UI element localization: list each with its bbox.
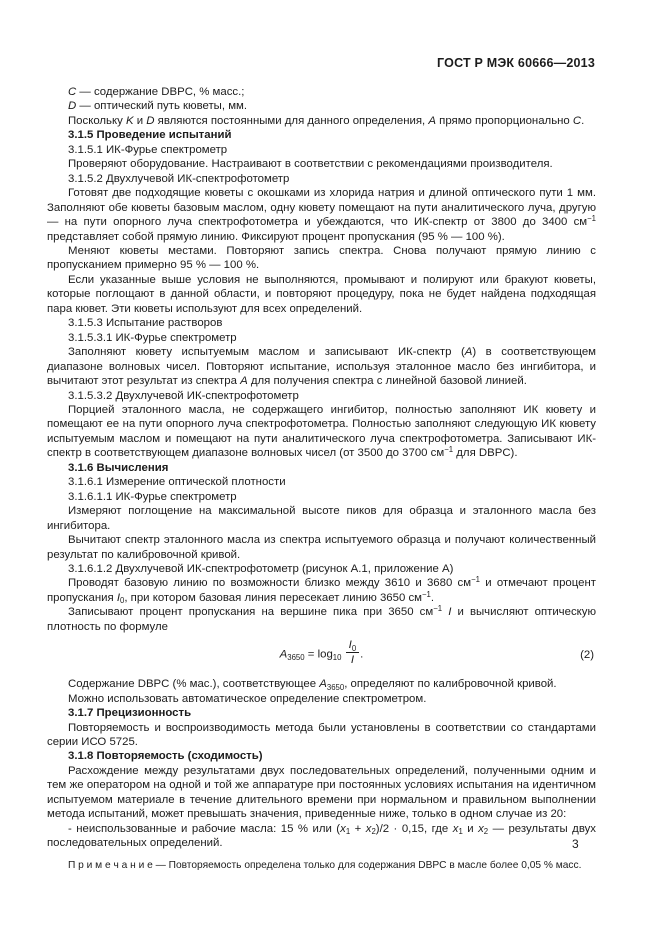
text-run: ) в соответствующем диапазоне волновых чисел. Повторяют испытание, используя эталонное масло без ингибитора, и вычитают этот результат из спектра <box>47 346 596 388</box>
text-run: Содержание DBPC (% мас.), соответствующее <box>68 678 320 691</box>
text-run: 3.1.5.3 Испытание растворов <box>68 317 223 330</box>
text-run: 3.1.6.1.1 ИК-Фурье спектрометр <box>68 490 237 503</box>
text-run: Повторяемость и воспроизводимость метода были установлены в соответствии со стандартами серии ИСО 5725. <box>47 721 596 749</box>
text-run: являются постоянными для данного определения, <box>154 114 429 127</box>
text-run: I <box>448 606 452 619</box>
paragraph <box>47 99 596 113</box>
section-heading <box>47 706 596 720</box>
text-run: D <box>68 100 77 113</box>
text-run: , определяют по калибровочной кривой. <box>344 678 557 691</box>
text-run: A <box>279 648 288 661</box>
text-run: П р и м е ч а н и е — Повторяемость определена только для содержания DBPC в масле более 0,05 % масс. <box>68 859 582 871</box>
text-run: 1 <box>345 827 351 837</box>
text-run: 3.1.5.3.2 Двухлучевой ИК-спектрофотометр <box>68 389 299 402</box>
page-number: 3 <box>572 837 579 851</box>
paragraph <box>47 475 596 489</box>
text-run: Порцией эталонного масла, не содержащего ингибитор, полностью заполняют ИК кювету и помещают ее на пути опорного луча спектрофотометра. Полностью заполняют следующую ИК кювету испытуемым маслом и помещают на пути аналитического луча спектрофотометра. Записывают ИК-спектр в соответствующем диапазоне волновых чисел (от 3500 до 3700 см <box>47 403 596 460</box>
paragraph <box>47 186 596 244</box>
document-body <box>47 85 596 872</box>
text-run: 10 <box>332 653 342 663</box>
text-run: I <box>350 654 354 667</box>
text-run <box>341 649 344 661</box>
text-run: . <box>360 648 364 661</box>
paragraph <box>47 692 596 706</box>
text-run: и <box>133 114 147 127</box>
paragraph <box>47 822 596 851</box>
text-run: Заполняют кювету испытуемым маслом и записывают ИК-спектр ( <box>68 346 465 359</box>
text-run: −1 <box>422 589 431 599</box>
paragraph <box>47 172 596 186</box>
paragraph <box>47 157 596 171</box>
text-run: D <box>146 114 155 127</box>
paragraph <box>47 273 596 316</box>
section-heading <box>47 749 596 763</box>
text-run: 3.1.5 Проведение испытаний <box>68 129 232 142</box>
paragraph <box>47 143 596 157</box>
text-run: A <box>428 114 436 127</box>
paragraph <box>47 576 596 605</box>
fraction-numerator <box>346 639 360 653</box>
text-run: Проводят базовую линию по возможности близко между 3610 и 3680 см <box>68 577 472 590</box>
text-run: Проверяют оборудование. Настраивают в соответствии с рекомендациями производителя. <box>68 158 553 171</box>
formula <box>47 641 596 668</box>
text-run: — результаты двух последовательных определений. <box>47 822 597 850</box>
text-run: Если указанные выше условия не выполняются, промывают и полируют или бракуют кюветы, которые поглощают в данной области, и повторяют процедуру, пока не будет найдена подходящая пара кювет. Эти кюветы используют для всех определений. <box>47 273 596 315</box>
text-run: A <box>319 678 327 691</box>
paragraph <box>47 490 596 504</box>
text-run: x <box>452 822 459 835</box>
text-run: 2 <box>483 827 489 837</box>
fraction-denominator <box>346 653 360 666</box>
text-run: −1 <box>433 604 443 614</box>
text-run: Вычитают спектр эталонного масла из спектра испытуемого образца и получают количественный результат по калибровочной кривой. <box>47 534 596 561</box>
paragraph <box>47 605 596 634</box>
section-heading <box>47 128 596 142</box>
text-run: — оптический путь кюветы, мм. <box>76 100 248 113</box>
text-run: Записывают процент пропускания на вершине пика при 3650 см <box>68 606 434 619</box>
text-run: x <box>478 822 484 835</box>
text-run: и вычисляют оптическую плотность по формуле <box>47 606 597 633</box>
text-run: + <box>350 822 366 835</box>
text-run: , при котором базовая линия пересекает линию 3650 см <box>124 591 422 604</box>
text-run: 3.1.6.1 Измерение оптической плотности <box>68 476 286 489</box>
text-run: 2 <box>371 827 376 837</box>
note-paragraph <box>47 859 596 872</box>
paragraph <box>47 677 596 691</box>
text-run: и <box>462 822 479 835</box>
text-run: 3.1.8 Повторяемость (сходимость) <box>68 750 263 763</box>
text-run: Поскольку <box>68 114 126 127</box>
text-run: А <box>240 375 248 388</box>
text-run: Готовят две подходящие кюветы с окошками из хлорида натрия и длиной оптического пути 1 мм. Заполняют обе кюветы базовым маслом, одну кювету помещают на пути аналитического луча, другую — на пути опорного луча спектрофотометра и убеждаются, что ИК-спектр от 3800 до 3400 см <box>47 187 596 229</box>
paragraph <box>47 114 596 128</box>
text-run: )/2 · 0,15, где <box>375 822 453 835</box>
text-run: 3.1.6.1.2 Двухлучевой ИК-спектрофотометр (рисунок А.1, приложение А) <box>68 562 454 575</box>
paragraph <box>47 244 596 273</box>
text-run: для получения спектра с линейной базовой линией. <box>247 375 527 388</box>
paragraph <box>47 533 596 562</box>
paragraph <box>47 331 596 345</box>
paragraph <box>47 389 596 403</box>
paragraph <box>47 562 596 576</box>
text-run: K <box>125 114 134 127</box>
formula-number: (2) <box>580 648 594 661</box>
text-run: 3.1.6 Вычисления <box>68 461 169 474</box>
section-heading <box>47 461 596 475</box>
text-run: x <box>365 822 372 835</box>
text-run: Измеряют поглощение на максимальной высоте пиков для образца и эталонного масла без ингибитора. <box>47 505 596 532</box>
text-run: −1 <box>587 214 596 224</box>
text-run: Расхождение между результатами двух последовательных определений, полученными одним и тем же оператором на одной и той же аппаратуре при постоянных условиях испытания на идентичном испытуемом материале в течение длительного времени при нормальном и правильном выполнении метода испытаний, может превышать значения, приведенные ниже, только в одном случае из 20: <box>47 764 596 821</box>
text-run: C <box>68 86 77 98</box>
text-run: 3650 <box>287 653 305 663</box>
text-run: 0 <box>351 643 357 653</box>
text-run: 0 <box>120 596 125 606</box>
text-run: . <box>581 114 585 127</box>
text-run: I <box>116 591 120 604</box>
text-run: — содержание DBPC, % масс.; <box>76 86 245 98</box>
paragraph <box>47 345 596 388</box>
text-run: - неиспользованные и рабочие масла: 15 % или ( <box>68 822 341 835</box>
fraction <box>346 639 360 666</box>
text-run: Можно использовать автоматическое определение спектрометром. <box>68 692 427 705</box>
text-run: прямо пропорционально <box>435 114 573 127</box>
text-run: x <box>340 822 346 835</box>
text-run: Меняют кюветы местами. Повторяют запись спектра. Снова получают прямую линию с пропусканием примерно 95 % — 100 %. <box>47 244 596 272</box>
text-run: . <box>430 591 435 604</box>
text-run: представляет собой прямую линию. Фиксируют процент пропускания (95 % — 100 %). <box>47 230 505 243</box>
text-run: −1 <box>471 575 480 585</box>
paragraph <box>47 85 596 99</box>
text-run: 3.1.5.1 ИК-Фурье спектрометр <box>68 143 228 156</box>
document-code-header: ГОСТ Р МЭК 60666—2013 <box>437 56 595 70</box>
text-run: 1 <box>458 827 463 837</box>
text-run: А <box>464 346 473 359</box>
text-run: и отмечают процент пропускания <box>47 577 597 604</box>
text-run: 3.1.7 Прецизионность <box>68 707 192 720</box>
paragraph <box>47 764 596 822</box>
text-run: I <box>348 639 352 652</box>
paragraph <box>47 403 596 461</box>
text-run: 3.1.5.3.1 ИК-Фурье спектрометр <box>68 331 237 344</box>
text-run: 3650 <box>326 682 345 692</box>
paragraph <box>47 721 596 750</box>
text-run: 3.1.5.2 Двухлучевой ИК-спектрофотометр <box>68 172 290 185</box>
paragraph <box>47 504 596 533</box>
text-run: −1 <box>444 445 454 455</box>
text-run: C <box>572 114 582 127</box>
paragraph <box>47 316 596 330</box>
text-run: = log <box>304 648 333 661</box>
text-run: для DBPC). <box>453 447 518 460</box>
